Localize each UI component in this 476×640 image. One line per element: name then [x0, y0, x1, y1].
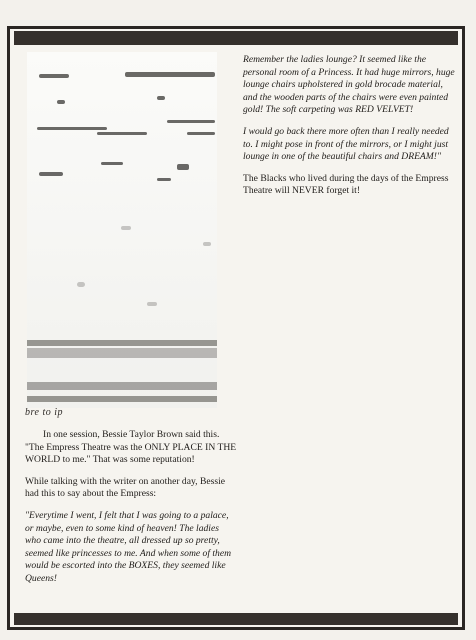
right-column: [243, 54, 455, 207]
right-paragraph-1: Remember the ladies lounge? It seemed like the personal room of a Princess. It had huge mirrors, huge lounge chairs upholstered in gold brocade material, and the wooden parts of the chairs were even painted gold! The soft carpeting was RED VELVET!: [243, 54, 455, 116]
left-column: [25, 429, 237, 595]
bottom-border-bar: [14, 613, 458, 625]
left-paragraph-2: While talking with the writer on another day, Bessie had this to say about the Empress:: [25, 475, 225, 500]
photo-caption: bre to ip: [25, 407, 64, 418]
right-paragraph-2: I would go back there more often than I really needed to. I might pose in front of the mirrors, or I might just lounge in one of the beautiful chairs and DREAM!": [243, 125, 449, 163]
top-border-bar: [14, 31, 458, 45]
right-paragraph-3: The Blacks who lived during the days of the Empress Theatre will NEVER forget it!: [243, 172, 449, 197]
left-paragraph-3: "Everytime I went, I felt that I was going to a palace, or maybe, even to some kind of heaven! The ladies who came into the theatre, all dressed up so pretty, seemed like princesses to me. And when some of them would be escorted into the BOXES, they seemed like Queens!: [25, 509, 232, 584]
left-paragraph-1: In one session, Bessie Taylor Brown said this. "The Empress Theatre was the ONLY PLACE IN THE WORLD to me." That was some reputation!: [25, 429, 237, 466]
faded-photograph: [27, 52, 217, 408]
